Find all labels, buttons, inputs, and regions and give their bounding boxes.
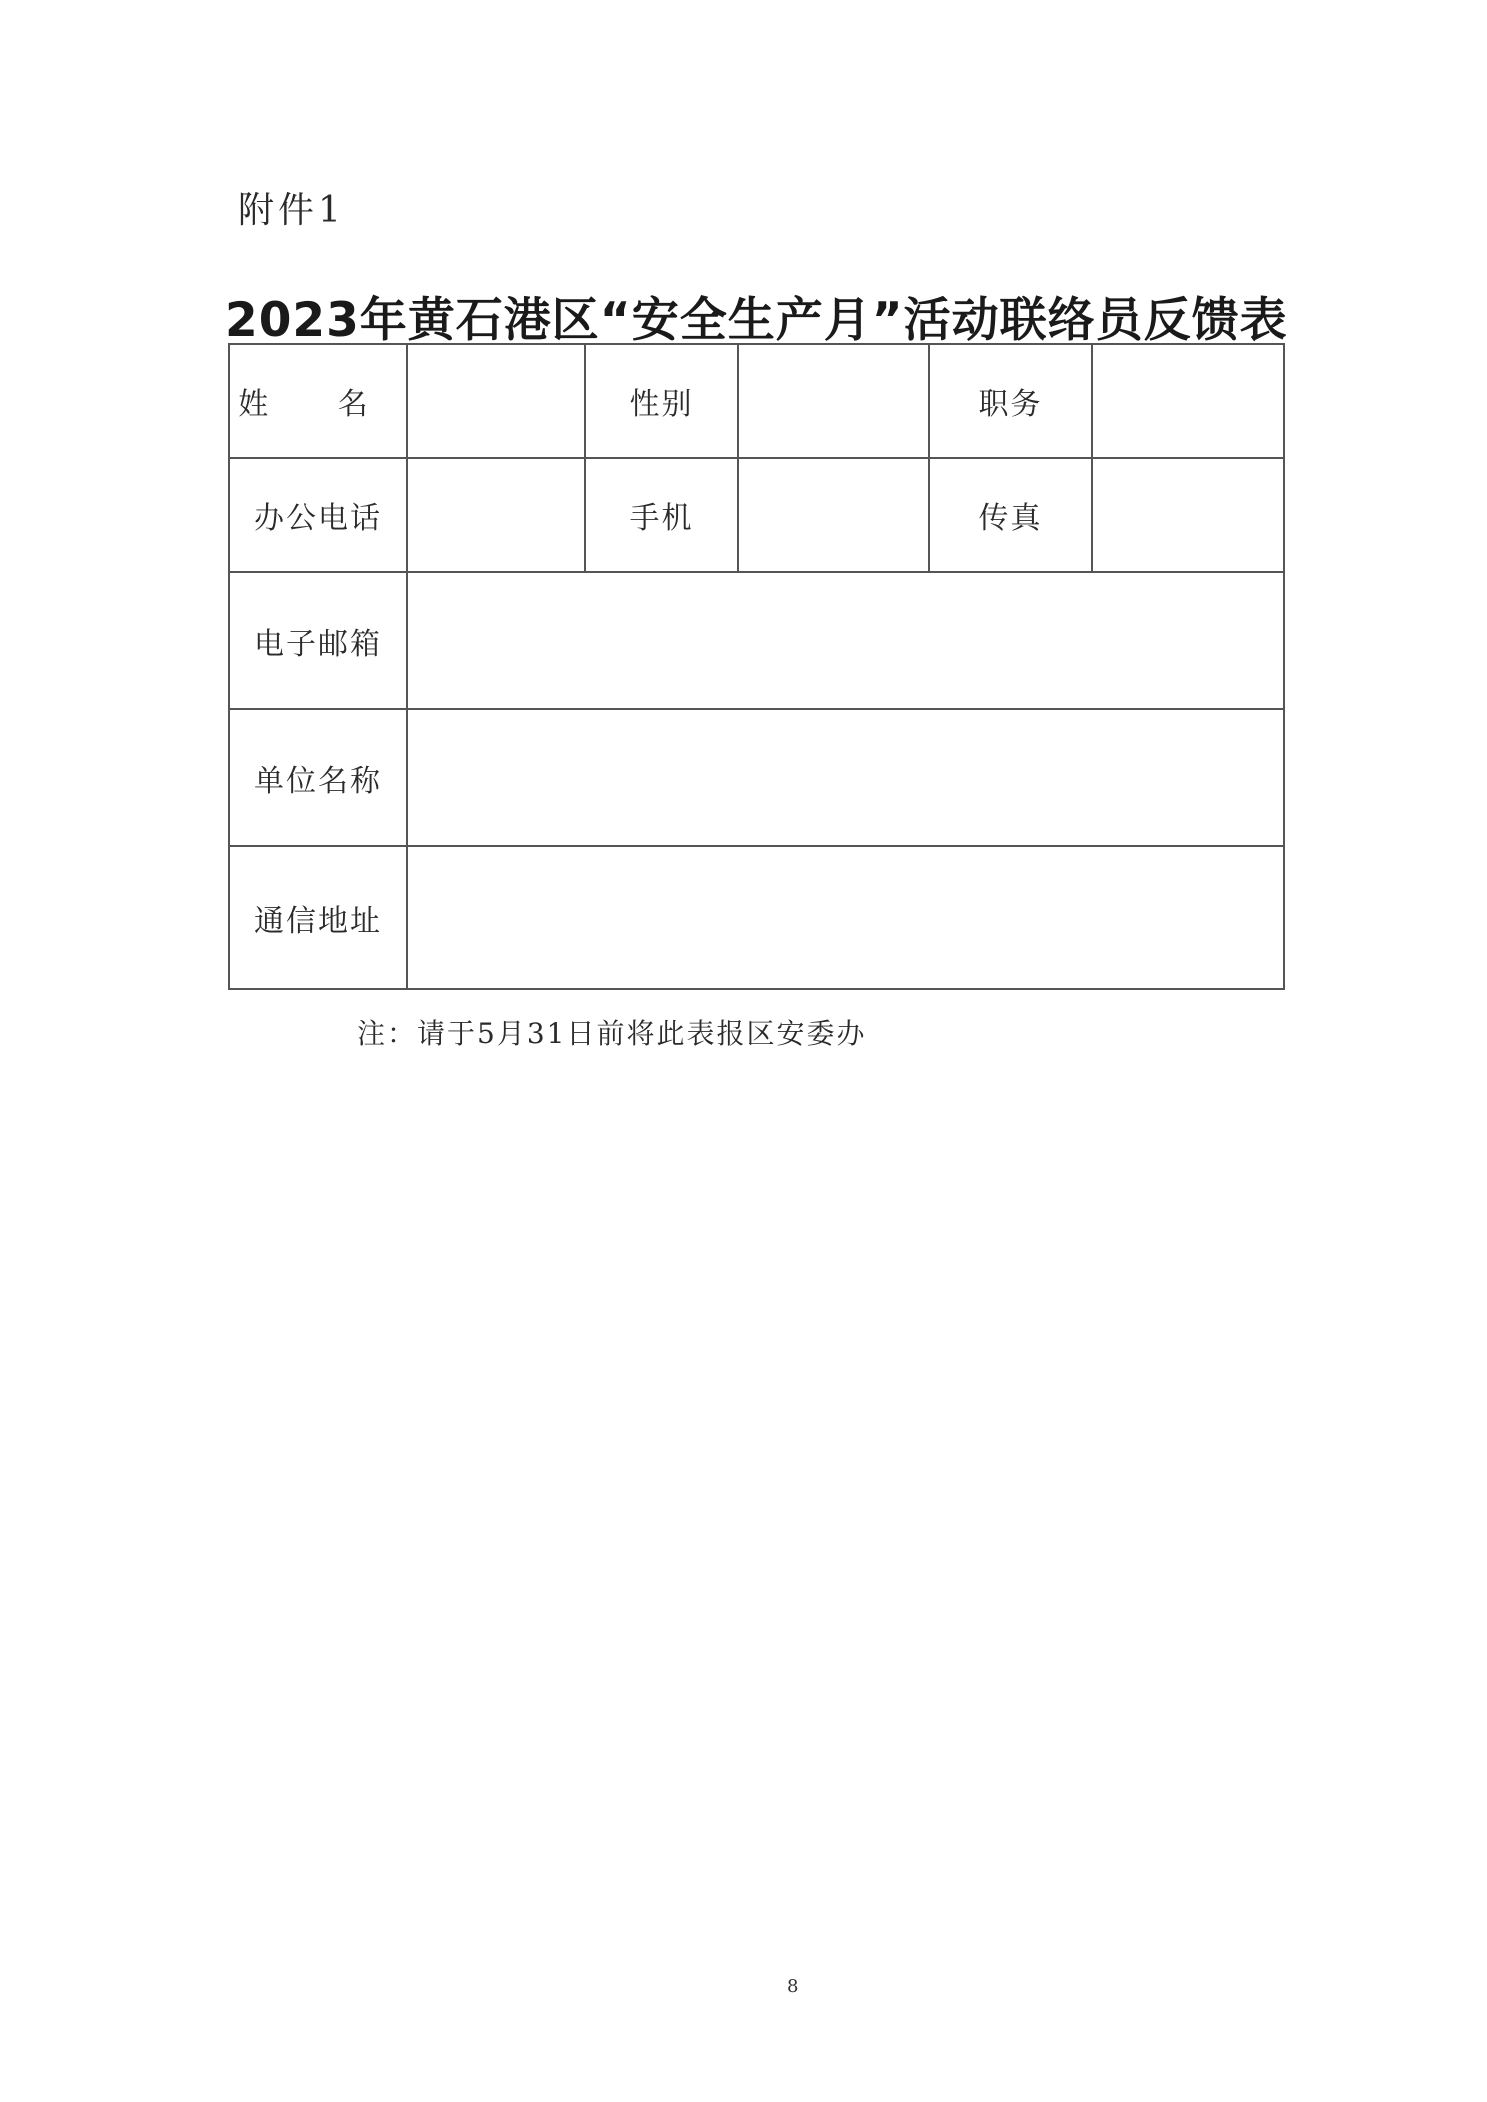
gender-label: 性别 [585,344,738,458]
organization-field[interactable] [407,709,1284,846]
organization-label: 单位名称 [229,709,407,846]
page-number: 8 [787,1976,799,1997]
document-title: 2023年黄石港区“安全生产月”活动联络员反馈表 [225,293,1288,348]
form-row-basic [229,344,1284,458]
fax-field[interactable] [1092,458,1284,572]
attachment-label: 附件1 [238,190,345,231]
fax-label: 传真 [929,458,1092,572]
office-phone-label: 办公电话 [229,458,407,572]
form-row-contact [229,458,1284,572]
address-label: 通信地址 [229,846,407,989]
mobile-label: 手机 [585,458,738,572]
position-label: 职务 [929,344,1092,458]
mobile-field[interactable] [738,458,929,572]
name-label: 姓 名 [229,344,407,458]
form-row-address [229,846,1284,989]
liaison-feedback-form [228,343,1285,990]
office-phone-field[interactable] [407,458,585,572]
position-field[interactable] [1092,344,1284,458]
gender-field[interactable] [738,344,929,458]
form-row-email [229,572,1284,709]
address-field[interactable] [407,846,1284,989]
form-row-organization [229,709,1284,846]
submission-note: 注：请于5月31日前将此表报区安委办 [357,1017,867,1050]
email-field[interactable] [407,572,1284,709]
name-field[interactable] [407,344,585,458]
email-label: 电子邮箱 [229,572,407,709]
